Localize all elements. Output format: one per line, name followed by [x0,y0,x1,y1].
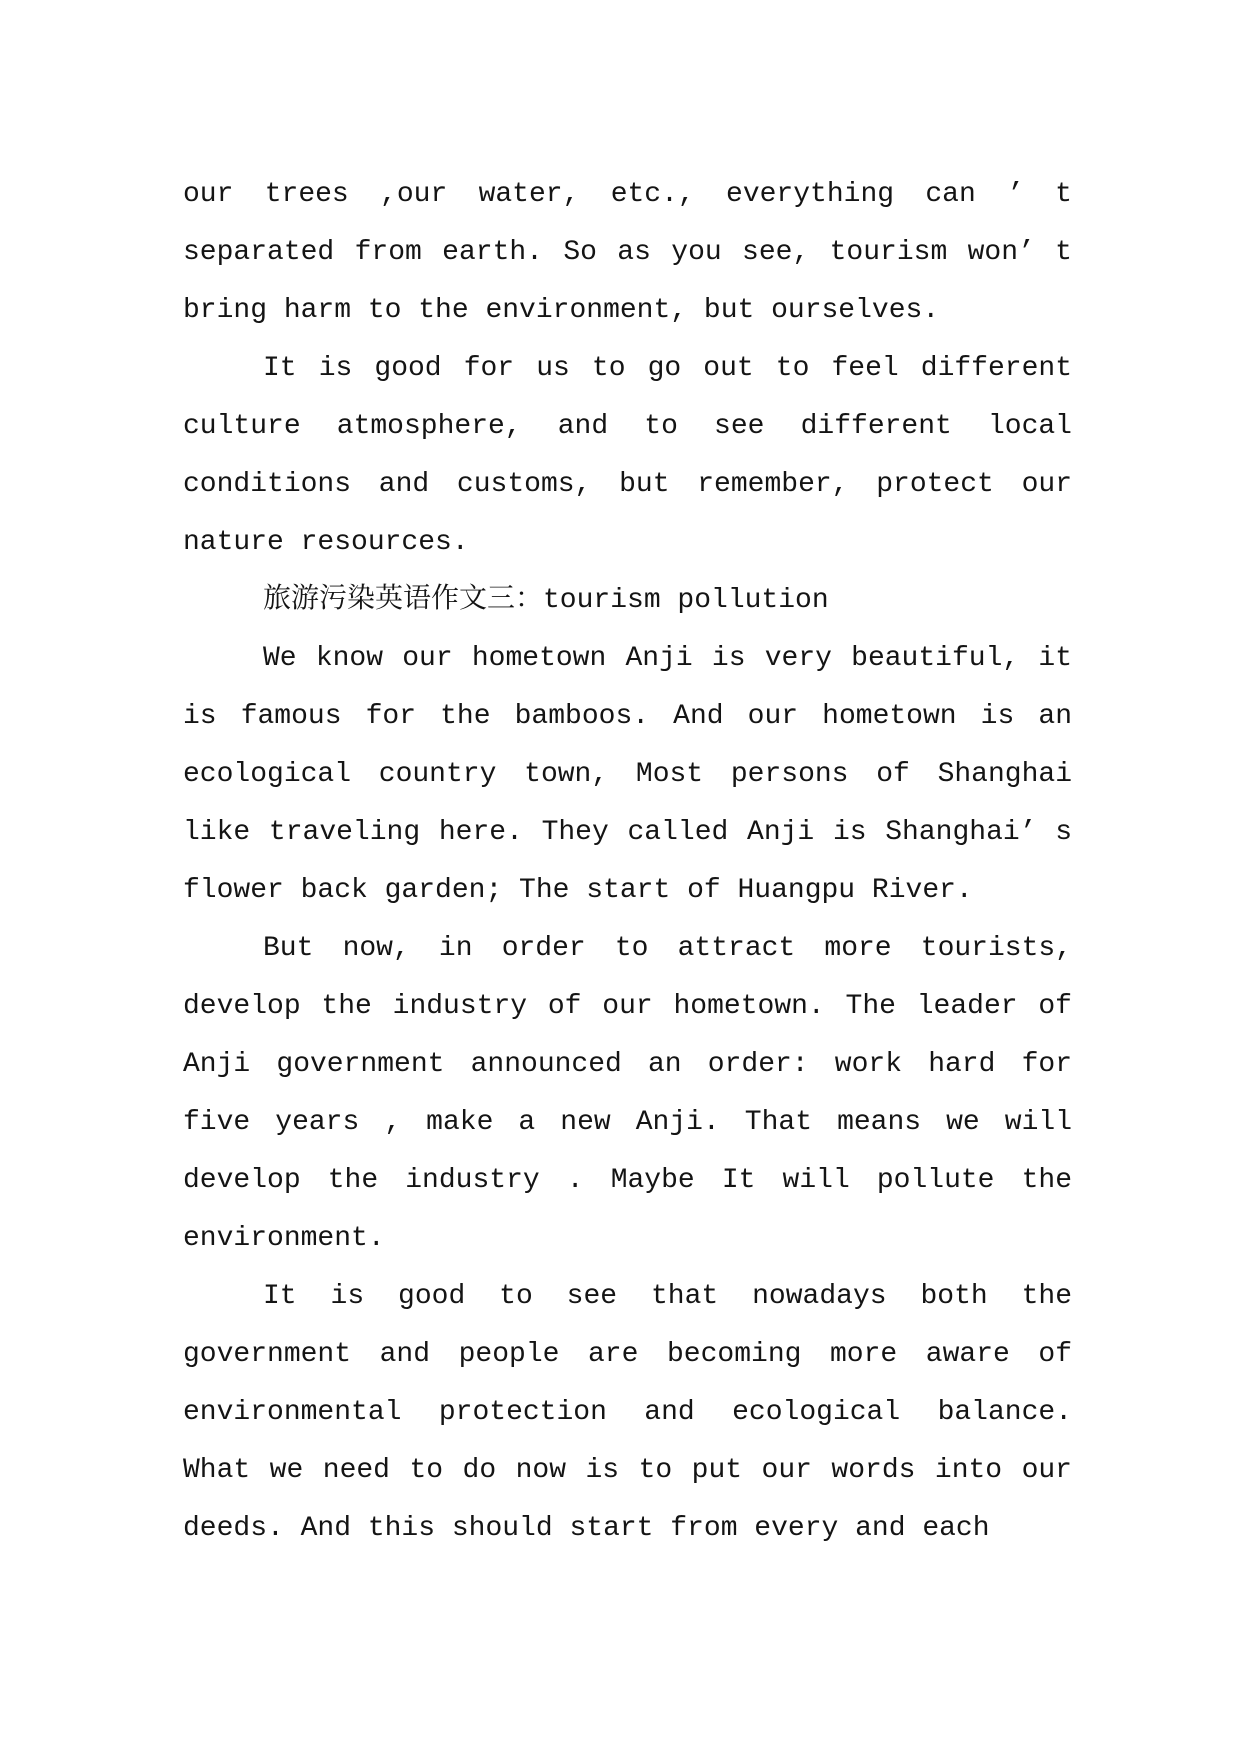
text-line: five years , make a new Anji. That means we will [183,1107,1072,1138]
essay-text-block [183,166,1072,1558]
text-line: environment. [183,1223,385,1254]
text-line: bring harm to the environment, but ourselves. [183,295,940,326]
text-line: It is good to see that nowadays both the [263,1281,1072,1312]
text-line: separated from earth. So as you see, tourism won’ t [183,237,1072,268]
text-line: is famous for the bamboos. And our hometown is an [183,701,1072,732]
text-line: Anji government announced an order: work hard for [183,1049,1072,1080]
text-line: We know our hometown Anji is very beautiful, it [263,643,1072,674]
text-line: our trees ,our water, etc., everything can ’ t [183,179,1072,210]
text-line: like traveling here. They called Anji is Shanghai’ s [183,817,1072,848]
text-line: government and people are becoming more aware of [183,1339,1072,1370]
text-line: culture atmosphere, and to see different local [183,411,1072,442]
text-line: flower back garden; The start of Huangpu River. [183,875,973,906]
text-line: environmental protection and ecological balance. [183,1397,1072,1428]
text-line: 旅游污染英语作文三：tourism pollution [263,585,829,616]
text-line: It is good for us to go out to feel different [263,353,1072,384]
text-line: What we need to do now is to put our words into our [183,1455,1072,1486]
text-line: nature resources. [183,527,469,558]
text-line: develop the industry of our hometown. The leader of [183,991,1072,1022]
text-line: deeds. And this should start from every and each [183,1513,990,1544]
text-line: ecological country town, Most persons of Shanghai [183,759,1072,790]
text-line: develop the industry . Maybe It will pollute the [183,1165,1072,1196]
text-line: conditions and customs, but remember, protect our [183,469,1072,500]
text-line: But now, in order to attract more tourists, [263,933,1072,964]
